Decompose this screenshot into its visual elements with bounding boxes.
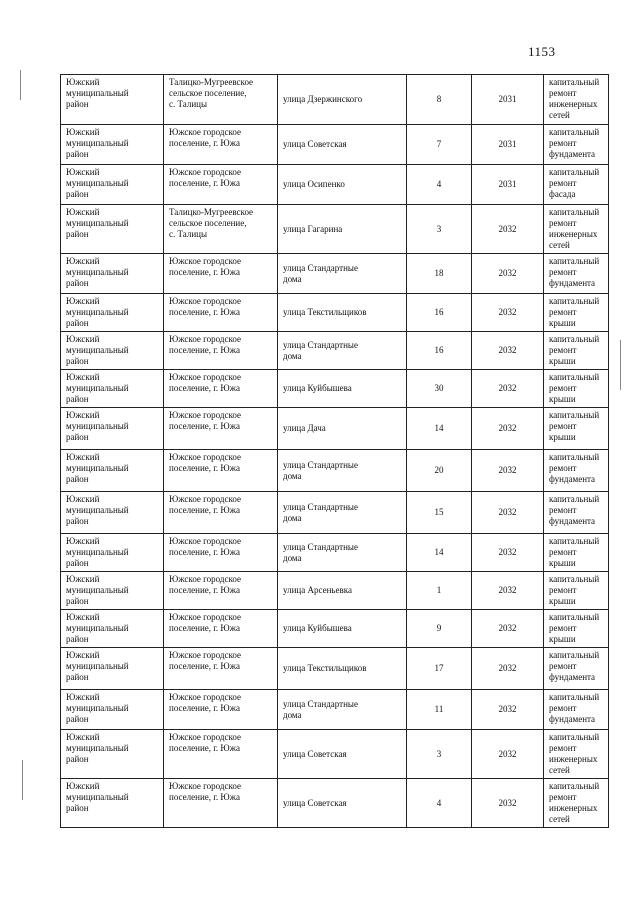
house-cell: 7: [407, 125, 472, 165]
settlement-line: Южское городское: [169, 127, 241, 137]
settlement-line: Южское городское: [169, 167, 241, 177]
table-row: [61, 408, 609, 450]
district-cell: [61, 370, 164, 408]
house-cell: 4: [407, 779, 472, 828]
street-cell: [278, 450, 407, 492]
work-line: фундамента: [549, 278, 596, 288]
district-line: район: [66, 356, 89, 366]
district-line: муниципальный: [66, 218, 129, 228]
settlement-line: Южское городское: [169, 574, 241, 584]
year-cell: 2032: [472, 408, 544, 450]
settlement-line: поселение, г. Южа: [169, 623, 241, 633]
district-cell: [61, 205, 164, 254]
work-cell: [544, 492, 609, 534]
table-row: [61, 572, 609, 610]
district-cell: [61, 165, 164, 205]
work-cell: [544, 690, 609, 730]
street-line: дома: [283, 470, 302, 481]
scan-mark: [20, 70, 21, 100]
work-line: сетей: [549, 814, 570, 824]
settlement-line: Южское городское: [169, 612, 241, 622]
settlement-line: Южское городское: [169, 334, 241, 344]
settlement-line: поселение, г. Южа: [169, 421, 241, 431]
year-cell: 2032: [472, 205, 544, 254]
street-cell: [278, 572, 407, 610]
settlement-line: Южское городское: [169, 781, 241, 791]
district-line: Южский: [66, 612, 100, 622]
year-cell: 2032: [472, 572, 544, 610]
district-cell: [61, 779, 164, 828]
settlement-line: поселение, г. Южа: [169, 505, 241, 515]
table-row: [61, 648, 609, 690]
work-cell: [544, 610, 609, 648]
table-row: [61, 370, 609, 408]
settlement-line: сельское поселение,: [169, 88, 247, 98]
year-cell: 2032: [472, 294, 544, 332]
district-line: район: [66, 149, 89, 159]
year-cell: 2032: [472, 534, 544, 572]
street-cell: [278, 779, 407, 828]
district-cell: [61, 572, 164, 610]
street-line: улица Дача: [283, 423, 326, 433]
year-cell: 2032: [472, 779, 544, 828]
settlement-cell: [164, 534, 278, 572]
street-cell: [278, 165, 407, 205]
street-cell: [278, 690, 407, 730]
district-line: Южский: [66, 494, 100, 504]
work-line: ремонт: [549, 743, 577, 753]
work-line: капитальный: [549, 536, 600, 546]
table-row: [61, 254, 609, 294]
settlement-cell: [164, 408, 278, 450]
district-line: район: [66, 516, 89, 526]
street-line: улица Стандартные: [283, 262, 358, 273]
house-cell: 14: [407, 534, 472, 572]
work-line: ремонт: [549, 703, 577, 713]
house-cell: 20: [407, 450, 472, 492]
district-line: Южский: [66, 650, 100, 660]
work-cell: [544, 450, 609, 492]
district-cell: [61, 690, 164, 730]
house-cell: 3: [407, 730, 472, 779]
settlement-cell: [164, 205, 278, 254]
street-line: улица Арсеньевка: [283, 585, 352, 595]
district-line: Южский: [66, 77, 100, 87]
table-row: [61, 75, 609, 125]
scan-mark: [22, 760, 23, 800]
district-line: Южский: [66, 207, 100, 217]
settlement-line: Южское городское: [169, 452, 241, 462]
table-row: [61, 294, 609, 332]
house-cell: 16: [407, 332, 472, 370]
district-line: муниципальный: [66, 463, 129, 473]
work-cell: [544, 205, 609, 254]
street-line: улица Текстильщиков: [283, 663, 367, 673]
year-cell: 2032: [472, 648, 544, 690]
settlement-line: Южское городское: [169, 494, 241, 504]
street-cell: [278, 205, 407, 254]
settlement-cell: [164, 75, 278, 125]
district-line: Южский: [66, 167, 100, 177]
district-line: Южский: [66, 732, 100, 742]
work-line: ремонт: [549, 88, 577, 98]
district-line: муниципальный: [66, 623, 129, 633]
settlement-line: Южское городское: [169, 256, 241, 266]
work-line: капитальный: [549, 334, 600, 344]
work-line: капитальный: [549, 207, 600, 217]
settlement-line: Южское городское: [169, 692, 241, 702]
work-cell: [544, 254, 609, 294]
street-cell: [278, 75, 407, 125]
street-line: улица Стандартные: [283, 339, 358, 350]
district-line: муниципальный: [66, 585, 129, 595]
settlement-line: Южское городское: [169, 536, 241, 546]
district-line: муниципальный: [66, 345, 129, 355]
year-cell: 2032: [472, 370, 544, 408]
settlement-line: поселение, г. Южа: [169, 307, 241, 317]
table-row: [61, 165, 609, 205]
settlement-line: поселение, г. Южа: [169, 661, 241, 671]
settlement-cell: [164, 730, 278, 779]
work-line: капитальный: [549, 296, 600, 306]
year-cell: 2031: [472, 125, 544, 165]
settlement-cell: [164, 125, 278, 165]
work-cell: [544, 294, 609, 332]
settlement-line: Южское городское: [169, 296, 241, 306]
settlement-line: Южское городское: [169, 732, 241, 742]
district-cell: [61, 408, 164, 450]
settlement-line: сельское поселение,: [169, 218, 247, 228]
settlement-line: поселение, г. Южа: [169, 547, 241, 557]
district-line: район: [66, 99, 89, 109]
house-cell: 17: [407, 648, 472, 690]
district-line: муниципальный: [66, 792, 129, 802]
street-line: улица Текстильщиков: [283, 307, 367, 317]
street-line: улица Советская: [283, 797, 347, 808]
district-line: муниципальный: [66, 661, 129, 671]
work-line: фундамента: [549, 672, 596, 682]
work-line: капитальный: [549, 574, 600, 584]
work-line: инженерных: [549, 99, 598, 109]
district-line: Южский: [66, 127, 100, 137]
work-line: ремонт фасада: [549, 178, 577, 199]
district-line: муниципальный: [66, 138, 129, 148]
work-line: фундамента: [549, 149, 596, 159]
work-line: инженерных: [549, 754, 598, 764]
district-line: район: [66, 803, 89, 813]
work-line: ремонт крыши: [549, 345, 577, 366]
street-cell: [278, 610, 407, 648]
district-line: муниципальный: [66, 505, 129, 515]
table-row: [61, 205, 609, 254]
street-line: улица Осипенко: [283, 179, 345, 189]
district-line: район: [66, 754, 89, 764]
street-cell: [278, 408, 407, 450]
work-line: капитальный: [549, 167, 600, 177]
table-row: [61, 125, 609, 165]
district-cell: [61, 648, 164, 690]
year-cell: 2031: [472, 165, 544, 205]
street-line: улица Стандартные: [283, 459, 358, 470]
settlement-line: Южское городское: [169, 410, 241, 420]
settlement-cell: [164, 332, 278, 370]
work-cell: [544, 125, 609, 165]
work-line: ремонт: [549, 661, 577, 671]
district-line: муниципальный: [66, 421, 129, 431]
house-cell: 14: [407, 408, 472, 450]
work-line: сетей: [549, 110, 570, 120]
settlement-line: поселение, г. Южа: [169, 703, 241, 713]
settlement-cell: [164, 648, 278, 690]
settlement-line: Южское городское: [169, 650, 241, 660]
work-cell: [544, 75, 609, 125]
street-line: улица Стандартные: [283, 698, 358, 709]
work-line: ремонт: [549, 267, 577, 277]
settlement-cell: [164, 610, 278, 648]
work-line: инженерных: [549, 803, 598, 813]
district-line: район: [66, 432, 89, 442]
work-line: фундамента: [549, 516, 596, 526]
house-cell: 4: [407, 165, 472, 205]
district-line: Южский: [66, 372, 100, 382]
street-line: улица Стандартные: [283, 501, 358, 512]
work-cell: [544, 730, 609, 779]
district-line: муниципальный: [66, 307, 129, 317]
year-cell: 2032: [472, 730, 544, 779]
work-line: ремонт крыши: [549, 547, 577, 568]
house-cell: 9: [407, 610, 472, 648]
house-cell: 15: [407, 492, 472, 534]
district-line: муниципальный: [66, 267, 129, 277]
settlement-line: Южское городское: [169, 372, 241, 382]
table-row: [61, 779, 609, 828]
settlement-line: поселение, г. Южа: [169, 178, 241, 188]
work-line: капитальный: [549, 650, 600, 660]
work-line: ремонт крыши: [549, 307, 577, 328]
district-line: район: [66, 474, 89, 484]
district-cell: [61, 610, 164, 648]
district-cell: [61, 75, 164, 125]
district-line: район: [66, 714, 89, 724]
street-cell: [278, 370, 407, 408]
settlement-line: поселение, г. Южа: [169, 585, 241, 595]
table-row: [61, 492, 609, 534]
work-line: капитальный: [549, 781, 600, 791]
work-cell: [544, 779, 609, 828]
district-line: район: [66, 318, 89, 328]
settlement-cell: [164, 492, 278, 534]
settlement-line: с. Талицы: [169, 229, 208, 239]
settlement-line: поселение, г. Южа: [169, 383, 241, 393]
street-line: дома: [283, 512, 302, 523]
year-cell: 2032: [472, 492, 544, 534]
year-cell: 2032: [472, 254, 544, 294]
district-line: Южский: [66, 256, 100, 266]
work-line: ремонт: [549, 505, 577, 515]
district-line: муниципальный: [66, 547, 129, 557]
house-cell: 16: [407, 294, 472, 332]
settlement-line: поселение, г. Южа: [169, 463, 241, 473]
district-line: муниципальный: [66, 178, 129, 188]
district-line: район: [66, 672, 89, 682]
work-line: капитальный: [549, 612, 600, 622]
district-line: Южский: [66, 334, 100, 344]
district-cell: [61, 332, 164, 370]
settlement-line: поселение, г. Южа: [169, 267, 241, 277]
settlement-cell: [164, 165, 278, 205]
work-line: ремонт: [549, 463, 577, 473]
street-line: улица Куйбышева: [283, 623, 352, 633]
work-line: капитальный: [549, 410, 600, 420]
year-cell: 2031: [472, 75, 544, 125]
work-line: ремонт: [549, 218, 577, 228]
district-line: район: [66, 394, 89, 404]
settlement-cell: [164, 572, 278, 610]
settlement-line: поселение, г. Южа: [169, 792, 241, 802]
settlement-line: поселение, г. Южа: [169, 743, 241, 753]
work-line: капитальный: [549, 77, 600, 87]
work-cell: [544, 165, 609, 205]
district-cell: [61, 294, 164, 332]
district-line: район: [66, 189, 89, 199]
work-line: ремонт крыши: [549, 421, 577, 442]
street-line: дома: [283, 273, 302, 284]
work-cell: [544, 332, 609, 370]
street-cell: [278, 730, 407, 779]
district-cell: [61, 125, 164, 165]
district-line: Южский: [66, 574, 100, 584]
district-line: Южский: [66, 410, 100, 420]
house-cell: 18: [407, 254, 472, 294]
work-cell: [544, 370, 609, 408]
table-row: [61, 690, 609, 730]
year-cell: 2032: [472, 332, 544, 370]
house-cell: 11: [407, 690, 472, 730]
settlement-line: Талицко-Мугреевское: [169, 207, 254, 217]
work-line: капитальный: [549, 494, 600, 504]
work-cell: [544, 408, 609, 450]
street-line: улица Стандартные: [283, 541, 358, 552]
year-cell: 2032: [472, 450, 544, 492]
district-line: Южский: [66, 536, 100, 546]
street-line: улица Дзержинского: [283, 94, 363, 104]
year-cell: 2032: [472, 690, 544, 730]
district-cell: [61, 730, 164, 779]
district-line: район: [66, 596, 89, 606]
street-line: улица Советская: [283, 139, 347, 149]
house-cell: 8: [407, 75, 472, 125]
street-cell: [278, 254, 407, 294]
year-cell: 2032: [472, 610, 544, 648]
table-body: [61, 75, 609, 828]
district-line: муниципальный: [66, 383, 129, 393]
settlement-line: поселение, г. Южа: [169, 138, 241, 148]
settlement-cell: [164, 294, 278, 332]
street-cell: [278, 534, 407, 572]
district-line: район: [66, 278, 89, 288]
table-row: [61, 450, 609, 492]
district-line: Южский: [66, 692, 100, 702]
district-cell: [61, 534, 164, 572]
street-cell: [278, 332, 407, 370]
district-line: Южский: [66, 296, 100, 306]
district-line: район: [66, 634, 89, 644]
street-cell: [278, 125, 407, 165]
street-cell: [278, 492, 407, 534]
district-line: Южский: [66, 452, 100, 462]
work-line: капитальный: [549, 732, 600, 742]
settlement-cell: [164, 450, 278, 492]
work-line: капитальный: [549, 127, 600, 137]
work-line: сетей: [549, 765, 570, 775]
district-cell: [61, 450, 164, 492]
work-cell: [544, 648, 609, 690]
district-line: муниципальный: [66, 743, 129, 753]
work-line: ремонт: [549, 792, 577, 802]
scan-mark: [620, 340, 621, 390]
work-cell: [544, 572, 609, 610]
work-line: инженерных: [549, 229, 598, 239]
settlement-line: с. Талицы: [169, 99, 208, 109]
work-line: ремонт крыши: [549, 383, 577, 404]
street-line: улица Гагарина: [283, 223, 343, 234]
work-line: сетей: [549, 240, 570, 250]
street-line: улица Советская: [283, 748, 347, 759]
table-row: [61, 610, 609, 648]
page-number: 1153: [528, 44, 556, 59]
street-line: улица Куйбышева: [283, 383, 352, 393]
district-cell: [61, 492, 164, 534]
work-line: капитальный: [549, 452, 600, 462]
work-line: ремонт: [549, 138, 577, 148]
house-cell: 1: [407, 572, 472, 610]
work-line: капитальный: [549, 256, 600, 266]
settlement-cell: [164, 370, 278, 408]
street-cell: [278, 294, 407, 332]
work-line: фундамента: [549, 474, 596, 484]
work-line: ремонт крыши: [549, 623, 577, 644]
settlement-line: Талицко-Мугреевское: [169, 77, 254, 87]
table-row: [61, 730, 609, 779]
repair-schedule-table: [60, 74, 609, 828]
settlement-line: поселение, г. Южа: [169, 345, 241, 355]
district-cell: [61, 254, 164, 294]
house-cell: 30: [407, 370, 472, 408]
settlement-cell: [164, 779, 278, 828]
district-line: район: [66, 558, 89, 568]
table-row: [61, 534, 609, 572]
work-line: ремонт крыши: [549, 585, 577, 606]
table-row: [61, 332, 609, 370]
work-line: капитальный: [549, 372, 600, 382]
district-line: Южский: [66, 781, 100, 791]
street-cell: [278, 648, 407, 690]
district-line: район: [66, 229, 89, 239]
street-line: дома: [283, 552, 302, 563]
settlement-cell: [164, 254, 278, 294]
work-line: капитальный: [549, 692, 600, 702]
work-cell: [544, 534, 609, 572]
street-line: дома: [283, 709, 302, 720]
street-line: дома: [283, 350, 302, 361]
house-cell: 3: [407, 205, 472, 254]
work-line: фундамента: [549, 714, 596, 724]
district-line: муниципальный: [66, 88, 129, 98]
district-line: муниципальный: [66, 703, 129, 713]
settlement-cell: [164, 690, 278, 730]
